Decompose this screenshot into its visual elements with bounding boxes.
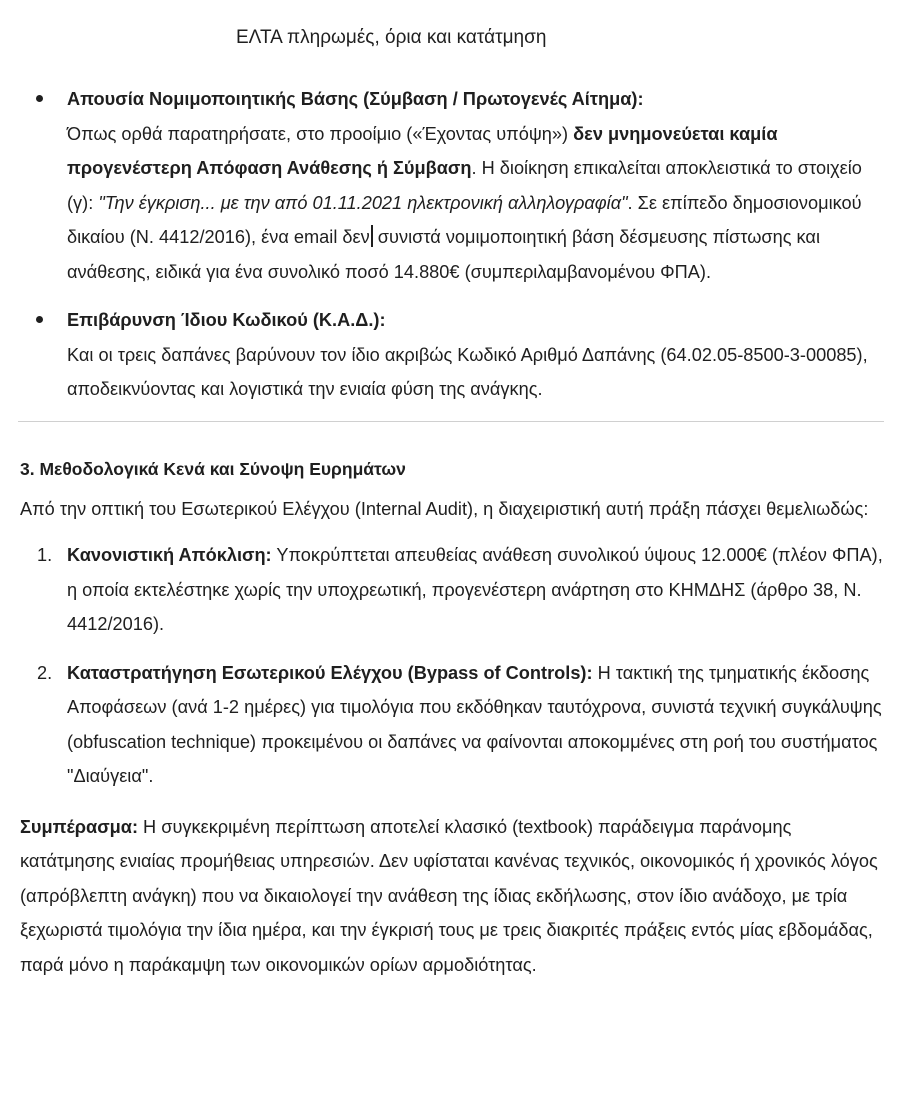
body-text: . Σε επίπεδο δημοσιονομικού δικαίου (Ν. 4412/2016), ένα email δεν [67, 192, 862, 247]
item-text: Υποκρύπτεται απευθείας ανάθεση συνολικού ύψους 12.000€ (πλέον ΦΠΑ), η οποία εκτελέστηκε χωρίς την υποχρεωτική, προγενέστερη ανάρτηση στο ΚΗΜΔΗΣ (άρθρο 38, Ν. 4412/2016). [67, 545, 883, 634]
item-text: Η τακτική της τμηματικής έκδοσης Αποφάσεων (ανά 1-2 ημέρες) για τιμολόγια που εκδόθηκαν ταυτόχρονα, συνιστά τεχνική συγκάλυψης (obfuscation technique) προκειμένου οι δαπάνες να φαίνονται αποκομμένες στη ροή του συστήματος "Διαύγεια". [67, 662, 882, 786]
conclusion-text: Η συγκεκριμένη περίπτωση αποτελεί κλασικό (textbook) παράδειγμα παράνομης κατάτμησης ενιαίας προμήθειας υπηρεσιών. Δεν υφίσταται κανένας τεχνικός, οικονομικός ή χρονικός λόγος (απρόβλεπτη ανάγκη) που να δικαιολογεί την ανάθεση της ίδιας εκδήλωσης, στον ίδιο ανάδοχο, με τρία ξεχωριστά τιμολόγια την ίδια ημέρα, και την έγκρισή τους με τρεις διακριτές πράξεις εντός μίας εβδομάδας, παρά μόνο η παράκαμψη των οικονομικών ορίων αρμοδιότητας. [20, 816, 878, 975]
item-heading: Καταστρατήγηση Εσωτερικού Ελέγχου (Bypass of Controls): [67, 662, 593, 683]
bullet-heading: Επιβάρυνση Ίδιου Κωδικού (Κ.Α.Δ.): [67, 310, 386, 330]
response-content [20, 82, 888, 994]
section-heading: 3. Μεθοδολογικά Κενά και Σύνοψη Ευρημάτων [20, 458, 406, 479]
list-item [20, 538, 888, 642]
numbered-list [20, 538, 888, 794]
list-item [20, 82, 888, 289]
bullet-icon [36, 95, 43, 102]
list-number: 2. [37, 662, 53, 683]
section-intro: Από την οπτική του Εσωτερικού Ελέγχου (Internal Audit), η διαχειριστική αυτή πράξη πάσχει θεμελιωδώς: [20, 498, 869, 519]
bullet-icon [36, 316, 43, 323]
list-item [20, 303, 888, 407]
findings-list [20, 82, 888, 407]
conclusion-heading: Συμπέρασμα: [20, 816, 138, 837]
bold-text: δεν μνημονεύεται καμία προγενέστερη Απόφαση Ανάθεσης ή Σύμβαση [67, 123, 778, 178]
conclusion-paragraph [20, 810, 888, 983]
body-text: . Η διοίκηση επικαλείται αποκλειστικά το στοιχείο (γ): [67, 158, 862, 213]
page-title: ΕΛΤΑ πληρωμές, όρια και κατάτμηση [236, 27, 547, 48]
item-heading: Κανονιστική Απόκλιση: [67, 545, 272, 565]
body-text: συνιστά νομιμοποιητική βάση δέσμευσης πίστωσης και ανάθεσης, ειδικά για ένα συνολικό ποσό 14.880€ (συμπεριλαμβανομένου ΦΠΑ). [67, 227, 820, 282]
list-item [20, 656, 888, 794]
quoted-text: "Την έγκριση... με την από 01.11.2021 ηλεκτρονική αλληλογραφία" [98, 192, 628, 213]
list-number: 1. [37, 545, 53, 565]
body-text: Και οι τρεις δαπάνες βαρύνουν τον ίδιο ακριβώς Κωδικό Αριθμό Δαπάνης (64.02.05-8500-3-00085), αποδεικνύοντας και λογιστικά την ενιαία φύση της ανάγκης. [67, 344, 868, 399]
section-divider [18, 421, 884, 422]
body-text: Όπως ορθά παρατηρήσατε, στο προοίμιο («Έχοντας υπόψη») [67, 123, 574, 144]
bullet-heading: Απουσία Νομιμοποιητικής Βάσης (Σύμβαση / Πρωτογενές Αίτημα): [67, 89, 644, 109]
